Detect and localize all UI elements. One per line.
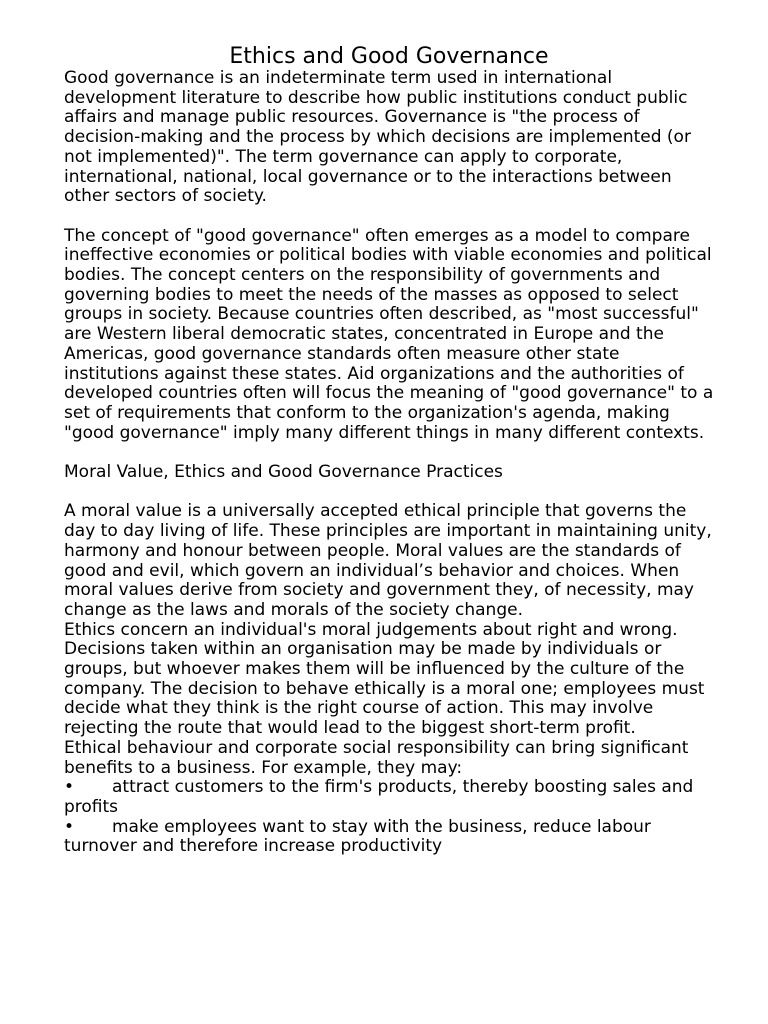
bullet-text: make employees want to stay with the business, reduce labour turnover and therefore increase productivity [64,816,657,857]
paragraph-benefits: Ethical behaviour and corporate social responsibility can bring significant benefits to a business. For example, they may: [64,737,694,778]
bullet-item [64,778,714,817]
document-title: Ethics and Good Governance [229,44,549,69]
document-body [64,68,719,857]
paragraph-ethics: Ethics concern an individual's moral judgements about right and wrong. Decisions taken within an organisation may be made by individuals or groups, but whoever makes them will be influenced by the culture of the company. The decision to behave ethically is a moral one; employees must decide what they think is the right course of action. This may involve rejecting the route that would lead to the biggest short-term profit. [64,619,710,739]
bullet-symbol: • [64,816,75,837]
paragraph-moral-value: A moral value is a universally accepted ethical principle that governs the day to day living of life. These principles are important in maintaining unity, harmony and honour between people. Moral values are the standards of good and evil, which govern an individual’s behavior and choices. When moral values derive from society and government they, of necessity, may change as the laws and morals of the society change. [64,501,718,620]
paragraph-intro: Good governance is an indeterminate term used in international development literature to describe how public institutions conduct public affairs and manage public resources. Governance is "the process of decision-making and the process by which decisions are implemented (or not implemented)". The term governance can apply to corporate, international, national, local governance or to the interactions between other sectors of society. [64,68,697,207]
paragraph-concept: The concept of "good governance" often emerges as a model to compare ineffective economies or political bodies with viable economies and political bodies. The concept centers on the responsibility of governments and governing bodies to meet the needs of the masses as opposed to select groups in society. Because countries often described, as "most successful" are Western liberal democratic states, concentrated in Europe and the Americas, good governance standards often measure other state institutions against these states. Aid organizations and the authorities of developed countries often will focus the meaning of "good governance" to a set of requirements that conform to the organization's agenda, making "good governance" imply many different things in many different contexts. [64,225,719,443]
section-heading: Moral Value, Ethics and Good Governance Practices [64,462,503,483]
paragraph-spacer [64,483,714,503]
bullet-text: attract customers to the firm's products, thereby boosting sales and profits [64,777,699,817]
bullet-item [64,818,714,857]
paragraph-spacer [64,443,714,463]
bullet-symbol: • [64,777,75,798]
paragraph-spacer [64,207,714,227]
